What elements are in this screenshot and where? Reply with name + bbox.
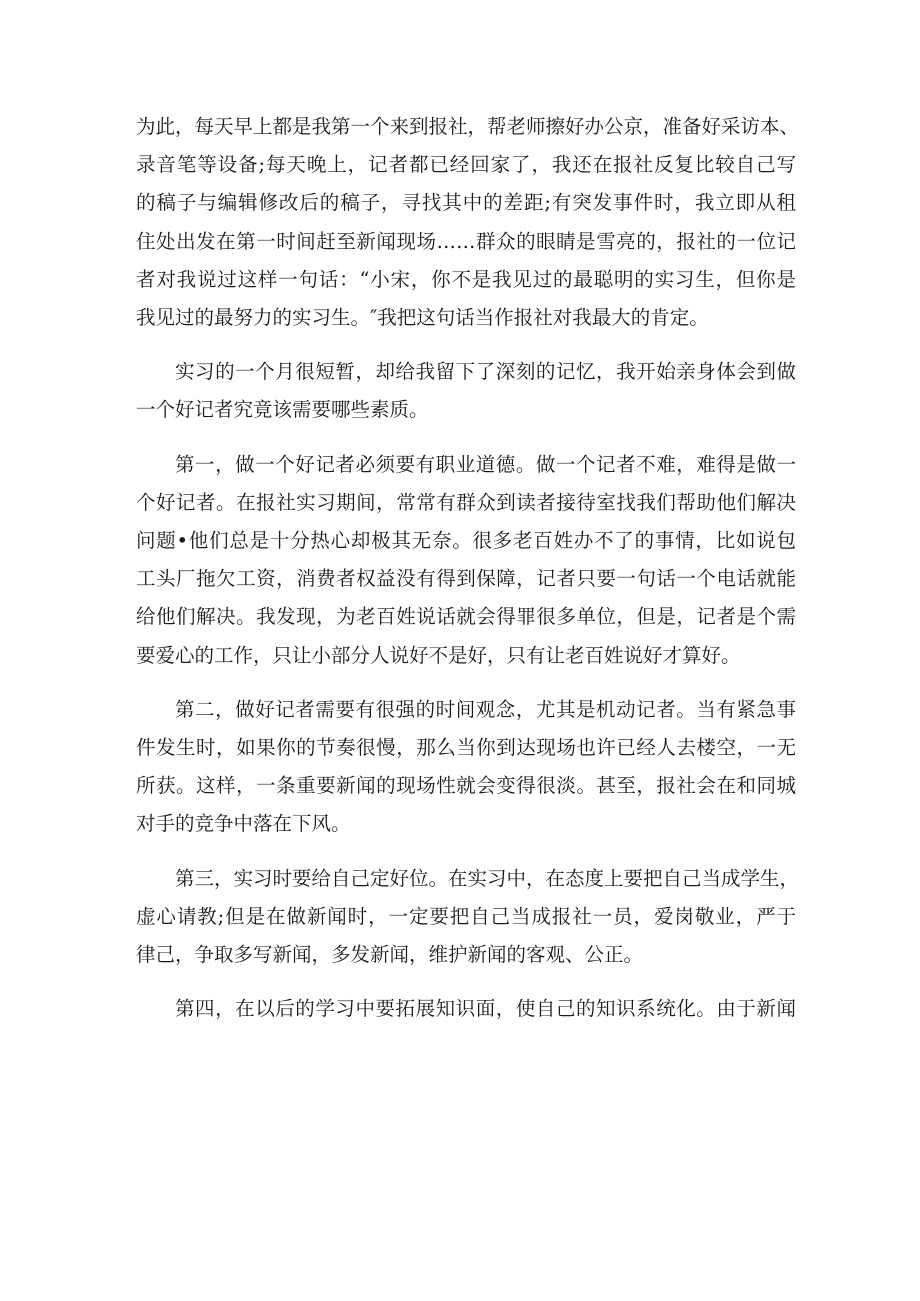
text-line: 个好记者。在报社实习期间，常常有群众到读者接待室找我们帮助他们解决 <box>136 490 796 514</box>
text-line: 件发生时，如果你的节奏很慢，那么当你到达现场也许已经人去楼空，一无 <box>136 736 796 760</box>
text-line: 虚心请教;但是在做新闻时，一定要把自己当成报社一员，爱岗敬业，严于 <box>136 904 796 928</box>
text-line: 律己，争取多写新闻，多发新闻，维护新闻的客观、公正。 <box>136 943 644 967</box>
paragraph-3 <box>136 446 796 675</box>
paragraph-1 <box>136 108 800 337</box>
text-line: 为此，每天早上都是我第一个来到报社，帮老师擦好办公京，准备好采访本、 <box>136 115 800 138</box>
text-line: 工头厂拖欠工资，消费者权益没有得到保障，记者只要一句话一个电话就能 <box>136 567 796 591</box>
text-line: 要爱心的工作，只让小部分人说好不是好，只有让老百姓说好才算好。 <box>136 643 741 667</box>
text-line: 录音笔等设备;每天晚上，记者都已经回家了，我还在报社反复比较自己写 <box>136 153 796 177</box>
paragraph-6 <box>136 990 796 1028</box>
text-line: 所获。这样，一条重要新闻的现场性就会变得很淡。甚至，报社会在和同城 <box>136 774 796 798</box>
text-line: 对手的竞争中落在下风。 <box>136 812 351 836</box>
text-line: 第三，实习时要给自己定好位。在实习中，在态度上要把自己当成学生， <box>175 866 800 890</box>
text-line: 给他们解决。我发现，为老百姓说话就会得罪很多单位，但是，记者是个需 <box>136 605 796 629</box>
text-line: 我见过的最努力的实习生。″我把这句话当作报社对我最大的肯定。 <box>136 306 709 330</box>
text-line: 实习的一个月很短暂，却给我留下了深刻的记忆，我开始亲身体会到做 <box>175 360 796 384</box>
text-line: 一个好记者究竟该需要哪些素质。 <box>136 398 429 422</box>
document-body <box>136 108 800 1044</box>
text-line: 第四，在以后的学习中要拓展知识面，使自己的知识系统化。由于新闻 <box>175 997 796 1021</box>
text-line: 问题•他们总是十分热心却极其无奈。很多老百姓办不了的事情，比如说包 <box>136 529 796 553</box>
text-line: 第一，做一个好记者必须要有职业道德。做一个记者不难，难得是做一 <box>175 452 796 476</box>
text-line: 第二，做好记者需要有很强的时间观念，尤其是机动记者。当有紧急事 <box>175 697 796 721</box>
text-line: 者对我说过这样一句话：“小宋，你不是我见过的最聪明的实习生，但你是 <box>136 267 796 291</box>
paragraph-5 <box>136 860 800 975</box>
text-line: 的稿子与编辑修改后的稿子，寻找其中的差距;有突发事件时，我立即从租 <box>136 191 796 215</box>
paragraph-2 <box>136 353 796 429</box>
text-line: 住处出发在第一时间赶至新闻现场……群众的眼睛是雪亮的，报社的一位记 <box>136 229 796 253</box>
paragraph-4 <box>136 691 796 844</box>
